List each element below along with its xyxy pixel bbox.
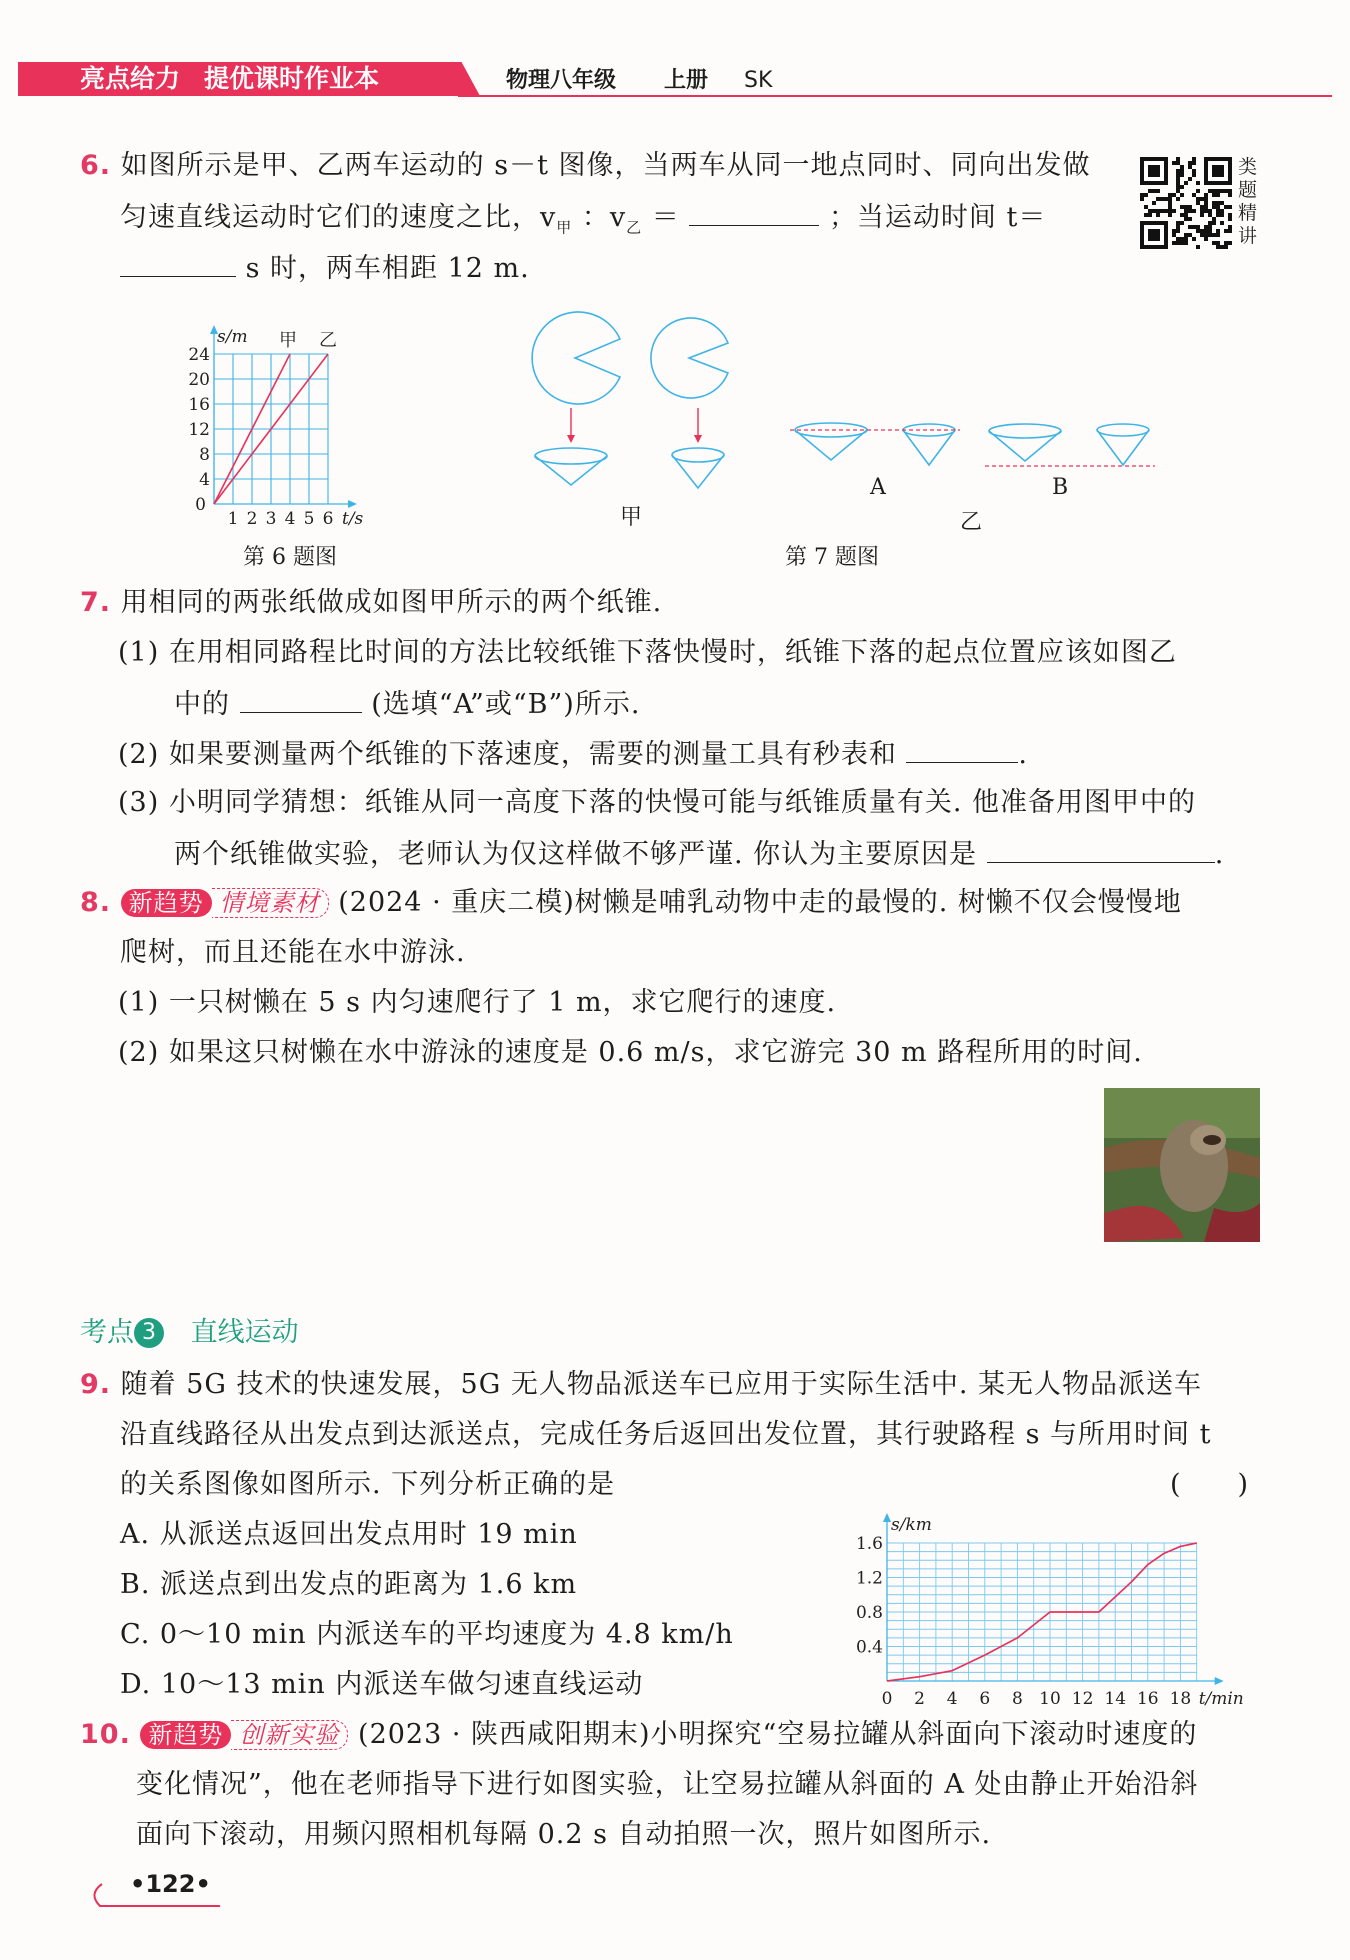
fig6-xtick: 6 <box>322 509 334 529</box>
q7-part3b-text: 两个纸锥做实验，老师认为仅这样做不够严谨. 你认为主要原因是 <box>174 839 978 870</box>
fig9-ytick: 1.2 <box>855 1568 883 1589</box>
q7-part1b <box>174 684 640 724</box>
q6-stem-2d: ；当运动时间 t＝ <box>828 202 1047 233</box>
q7-part2: (2) 如果要测量两个纸锥的下落速度，需要的测量工具有秒表和 . <box>118 734 1028 774</box>
qr-label: 类题精讲 <box>1238 156 1258 247</box>
fig7-cone-small <box>672 448 724 462</box>
q6-sub-jia: 甲 <box>556 218 573 237</box>
fig9-ytick: 0.4 <box>855 1637 883 1658</box>
fig7-paper-sector-large <box>532 312 728 404</box>
q9-line3: 的关系图像如图所示. 下列分析正确的是 <box>120 1469 616 1500</box>
section-number-badge: 3 <box>134 1318 164 1348</box>
q6-stem-2a: 匀速直线运动时它们的速度之比，v <box>120 202 557 233</box>
fig7-caption: 第 7 题图 <box>785 545 879 570</box>
q8-number: 8. <box>80 887 112 918</box>
fig7-cone-large <box>535 448 607 464</box>
fig9-xtick: 4 <box>946 1689 958 1709</box>
fig9-xtick: 6 <box>979 1689 991 1709</box>
q7-answer-blank-1[interactable] <box>240 684 362 713</box>
sloth-photo <box>1104 1088 1260 1242</box>
fig9-xtick: 16 <box>1136 1689 1159 1709</box>
fig6-xtick: 3 <box>265 509 277 529</box>
fig9-ytick: 1.6 <box>855 1534 883 1554</box>
fig9-ylabel: s/km <box>891 1515 932 1535</box>
fig7-label-B: B <box>1052 475 1069 500</box>
q6-answer-blank-1[interactable] <box>689 197 819 226</box>
q9-number: 9. <box>80 1369 112 1400</box>
fig6-ytick: 12 <box>188 420 210 440</box>
brand-title: 亮点给力 <box>80 64 181 93</box>
fig9-xtick: 14 <box>1104 1689 1127 1709</box>
fig7-cone-B2 <box>1097 424 1149 436</box>
q9-stem-1: 随着 5G 技术的快速发展，5G 无人物品派送车已应用于实际生活中. 某无人物品派送车 <box>120 1369 1203 1400</box>
q8-part1: (1) 一只树懒在 5 s 内匀速爬行了 1 m，求它爬行的速度. <box>118 987 837 1018</box>
fig9-xtick: 12 <box>1071 1689 1094 1709</box>
fig6-label-yi: 乙 <box>319 330 337 351</box>
header-rule <box>458 95 1332 97</box>
q7-part2-text: (2) 如果要测量两个纸锥的下落速度，需要的测量工具有秒表和 <box>118 739 897 770</box>
q9-option-A[interactable]: A. 从派送点返回出发点用时 19 min <box>120 1519 578 1550</box>
q10-line1 <box>80 1716 1197 1754</box>
fig6-ylabel: s/m <box>217 327 248 347</box>
fig9-xtick: 10 <box>1039 1689 1061 1709</box>
q6-line1 <box>80 147 1091 185</box>
q8-tag-sub: 情境素材 <box>212 888 329 918</box>
q6-answer-blank-2[interactable] <box>120 248 236 277</box>
fig6-xtick: 2 <box>246 509 258 529</box>
fig9-xtick: 0 <box>881 1689 893 1709</box>
fig6-xlabel: t/s <box>342 509 364 529</box>
fig6-xtick: 1 <box>227 509 239 529</box>
q8-line2: 爬树，而且还能在水中游泳. <box>120 937 466 968</box>
fig6-ytick: 16 <box>188 395 210 415</box>
q6-sub-yi: 乙 <box>626 218 643 237</box>
fig9-xtick: 8 <box>1011 1689 1023 1709</box>
fig9-xlabel: t/min <box>1198 1689 1244 1709</box>
q6-stem-2c: ＝ <box>651 202 680 233</box>
q6-stem-1: 如图所示是甲、乙两车运动的 s－t 图像，当两车从同一地点同时、同向出发做 <box>120 150 1091 181</box>
fig9-x-arrow <box>1215 1677 1224 1685</box>
q6-number: 6. <box>80 150 112 181</box>
q7-part3b: 两个纸锥做实验，老师认为仅这样做不够严谨. 你认为主要原因是 . <box>174 834 1224 874</box>
q9-option-D[interactable]: D. 10～13 min 内派送车做匀速直线运动 <box>120 1669 644 1700</box>
edition-label: SK <box>744 68 773 93</box>
fig7-sector-a <box>532 312 620 404</box>
q7-answer-blank-2[interactable] <box>906 734 1018 763</box>
fig9-ytick: 0.8 <box>855 1603 883 1623</box>
q6-line2 <box>120 197 1046 246</box>
fig6-ytick: 8 <box>199 445 210 465</box>
section-header <box>80 1314 299 1352</box>
fig6-ytick: 20 <box>188 370 210 390</box>
fig6-label-jia: 甲 <box>279 330 297 351</box>
fig6-xtick: 5 <box>303 509 315 529</box>
footer-swoosh <box>88 1880 228 1910</box>
fig6-caption: 第 6 题图 <box>243 545 337 570</box>
fig9-y-arrow <box>883 1513 891 1522</box>
fig6-ytick: 24 <box>188 345 210 365</box>
fig9-chart <box>840 1510 1270 1710</box>
q10-line2: 变化情况”，他在老师指导下进行如图实验，让空易拉罐从斜面的 A 处由静止开始沿斜 <box>136 1769 1199 1800</box>
q9-answer-paren[interactable]: ( ) <box>1170 1469 1250 1500</box>
q8-line1 <box>80 884 1182 922</box>
q9-option-B[interactable]: B. 派送点到出发点的距离为 1.6 km <box>120 1569 578 1600</box>
q6-stem-2b: ：v <box>581 202 627 233</box>
section-title: 直线运动 <box>190 1317 299 1348</box>
q9-line1 <box>80 1366 1202 1404</box>
q10-tag-sub: 创新实验 <box>231 1720 348 1750</box>
fig6-ytick: 4 <box>199 470 210 490</box>
q6-stem-3: s 时，两车相距 12 m. <box>245 253 530 284</box>
header-bar <box>18 62 1332 96</box>
q7-number: 7. <box>80 587 112 618</box>
fig9-xtick: 18 <box>1169 1689 1192 1709</box>
q7-stem <box>80 584 662 622</box>
q7-stem-text: 用相同的两张纸做成如图甲所示的两个纸锥. <box>120 587 663 618</box>
fig6-xtick: 4 <box>284 509 296 529</box>
fig7-label-yi: 乙 <box>960 510 983 535</box>
fig9-xtick: 2 <box>914 1689 926 1709</box>
qr-code[interactable] <box>1140 157 1232 249</box>
q10-stem-1: (2023 · 陕西咸阳期末)小明探究“空易拉罐从斜面向下滚动时速度的 <box>358 1719 1198 1750</box>
q8-part2: (2) 如果这只树懒在水中游泳的速度是 0.6 m/s，求它游完 30 m 路程所用的时间. <box>118 1037 1143 1068</box>
fig7-label-jia: 甲 <box>620 505 643 530</box>
q10-tag: 新趋势 <box>140 1721 231 1749</box>
fig6-origin: 0 <box>195 495 206 515</box>
subject-label: 物理八年级 <box>506 68 617 93</box>
fig6-chart <box>178 322 418 534</box>
q10-line3: 面向下滚动，用频闪照相机每隔 0.2 s 自动拍照一次，照片如图所示. <box>136 1819 992 1850</box>
q7-answer-blank-3[interactable] <box>987 834 1215 863</box>
fig7-cone-B1 <box>989 424 1061 438</box>
q8-stem-1: (2024 · 重庆二模)树懒是哺乳动物中走的最慢的. 树懒不仅会慢慢地 <box>338 887 1182 918</box>
q7-part1c-text: (选填“A”或“B”)所示. <box>371 689 641 720</box>
q6-line3 <box>120 248 530 288</box>
q9-option-C[interactable]: C. 0～10 min 内派送车的平均速度为 4.8 km/h <box>120 1619 734 1650</box>
q9-line2: 沿直线路径从出发点到达派送点，完成任务后返回出发位置，其行驶路程 s 与所用时间 t <box>120 1419 1212 1450</box>
series-title: 提优课时作业本 <box>204 64 380 93</box>
q7-part1b-text: 中的 <box>174 689 230 720</box>
q7-part3a: (3) 小明同学猜想：纸锥从同一高度下落的快慢可能与纸锥质量有关. 他准备用图甲中的 <box>118 787 1196 818</box>
fig7-sector-b <box>651 318 728 398</box>
volume-label: 上册 <box>664 68 709 93</box>
fig7-label-A: A <box>870 475 886 500</box>
q10-number: 10. <box>80 1719 131 1750</box>
page-number: •122• <box>130 1870 211 1898</box>
q7-part1a: (1) 在用相同路程比时间的方法比较纸锥下落快慢时，纸锥下落的起点位置应该如图乙 <box>118 637 1177 668</box>
q8-tag: 新趋势 <box>121 889 212 917</box>
fig6-x-arrow <box>348 500 357 508</box>
section-label: 考点 <box>80 1317 134 1348</box>
